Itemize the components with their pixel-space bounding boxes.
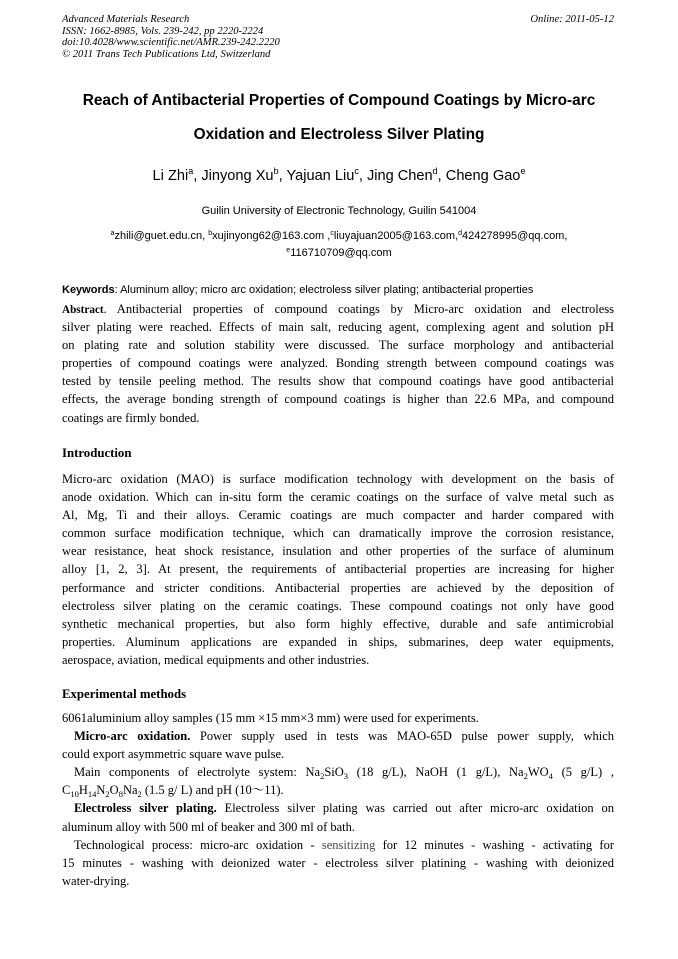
email-link[interactable]: liuyajuan2005@163.com, xyxy=(333,230,459,242)
paragraph-line: aerospace, aviation, medical equipments and other industries. xyxy=(62,652,370,667)
mao-label: Micro-arc oxidation. xyxy=(74,729,191,744)
paragraph-line: synthetic mechanical properties, but also form highly effective, durable and safe antimicrobial xyxy=(62,616,614,631)
abstract-line: silver plating were reached. Effects of main salt, reducing agent, complexing agent and solution pH xyxy=(62,320,614,335)
abstract xyxy=(62,300,614,427)
issn-line: ISSN: 1662-8985, Vols. 239-242, pp 2220-2224 xyxy=(62,25,264,37)
paragraph-line: electroless silver plating on the ceramic coatings. These compound coatings not only have good xyxy=(62,598,614,613)
keywords-text: : Aluminum alloy; micro arc oxidation; electroless silver plating; antibacterial properties xyxy=(114,284,534,296)
mao-line: Micro-arc oxidation. Power supply used in tests was MAO-65D pulse power supply, which xyxy=(74,729,614,744)
email-line-2: $^e$116710709@qq.com xyxy=(286,247,392,259)
journal-header xyxy=(62,14,616,60)
abstract-line: effects, the average bonding strength of compound coatings is higher than 22.6 MPa, and compound xyxy=(62,392,614,407)
samples-line: 6061aluminium alloy samples (15 mm ×15 mm×3 mm) were used for experiments. xyxy=(62,711,479,725)
online-date: Online: 2011-05-12 xyxy=(530,14,614,25)
mao-line: could export asymmetric square wave pulse. xyxy=(62,747,285,762)
author: Li Zhi$^a$, xyxy=(152,166,202,184)
paragraph-line: Micro-arc oxidation (MAO) is surface modification technology with development on the basis of xyxy=(62,472,614,486)
paragraph-line: properties. Aluminum applications are expanded in ships, submarines, deep water equipments, xyxy=(62,634,614,649)
author: Yajuan Liu$^c$, xyxy=(286,166,367,184)
process-line: water-drying. xyxy=(62,873,130,888)
silver-line: Electroless silver plating. Electroless silver plating was carried out after micro-arc oxidation on xyxy=(74,801,614,816)
abstract-line: on plating rate and solution stability were discussed. The surface morphology and antibacterial xyxy=(62,338,614,353)
email-link[interactable]: xujinyong62@163.com , xyxy=(212,230,331,242)
abstract-line: Abstract. Antibacterial properties of compound coatings by Micro-arc oxidation and electroless xyxy=(62,302,614,316)
process-line: 15 minutes - washing with deionized water - electroless silver platining - washing with deionized xyxy=(62,855,614,870)
paragraph-line: performance and stricter conditions. Antibacterial properties are achieved by the deposition of xyxy=(62,580,614,595)
section-heading-introduction: Introduction xyxy=(62,446,132,460)
email-link[interactable]: 116710709@qq.com xyxy=(290,247,392,259)
email-link[interactable]: 424278995@qq.com, xyxy=(462,230,568,242)
affiliation: Guilin University of Electronic Technology, Guilin 541004 xyxy=(201,205,477,217)
methods-body xyxy=(62,709,614,890)
electrolyte-line: Main components of electrolyte system: $Na_2SiO_3$ (18 g/L), NaOH (1 g/L), $Na_2WO_4$ (5 g/L) , xyxy=(74,765,614,782)
copyright-line: © 2011 Trans Tech Publications Ltd, Switzerland xyxy=(62,48,271,60)
journal-name: Advanced Materials Research xyxy=(62,14,190,25)
author: Jinyong Xu$^b$, xyxy=(201,166,287,184)
silver-line: aluminum alloy with 500 ml of beaker and 300 ml of bath. xyxy=(62,819,355,834)
paragraph-line: anode oxidation. Which can in-situ form the ceramic coatings on the surface of valve metal such as xyxy=(62,490,614,505)
paragraph-line: wear resistance, heat shock resistance, insulation and other properties of the surface of aluminum xyxy=(62,544,614,559)
sensitizing-term: sensitizing xyxy=(321,837,376,852)
introduction-paragraph xyxy=(62,470,614,669)
abstract-label: Abstract xyxy=(62,304,104,316)
email-link[interactable]: zhili@guet.edu.cn, xyxy=(114,230,209,242)
paragraph-line: alloy [1, 2, 3]. At present, the requirements of antibacterial properties are increasing for higher xyxy=(62,562,614,577)
abstract-line: properties of compound coatings were analyzed. Bonding strength between compound coatings was xyxy=(62,356,614,371)
author: Cheng Gao$^e$ xyxy=(445,166,526,184)
email-line-1: $^a$zhili@guet.edu.cn, $^b$xujinyong62@163.com ,$^c$liuyajuan2005@163.com,$^d$424278995@qq.com, xyxy=(110,230,568,242)
paper-title-line-1: Reach of Antibacterial Properties of Compound Coatings by Micro-arc xyxy=(82,92,596,109)
paragraph-line: Al, Mg, Ti and their alloys. Ceramic coatings are much compacter and harder compared with xyxy=(62,508,614,523)
electrolyte-line: $C_{10}H_{14}N_2O_8Na_2$ (1.5 g/ L) and pH (10～11). xyxy=(62,783,284,800)
keywords-label: Keywords xyxy=(62,284,115,296)
process-line: Technological process: micro-arc oxidation - sensitizing for 12 minutes - washing - activating for xyxy=(74,837,614,852)
paragraph-line: common surface modification technique, which can dramatically improve the corrosion resistance, xyxy=(62,526,614,541)
author-list xyxy=(40,166,638,186)
author: Jing Chen$^d$, xyxy=(366,166,446,184)
abstract-line: coatings are firmly bonded. xyxy=(62,410,200,425)
keywords xyxy=(62,283,618,297)
doi-line: doi:10.4028/www.scientific.net/AMR.239-242.2220 xyxy=(62,37,280,49)
silver-label: Electroless silver plating. xyxy=(74,801,217,816)
section-heading-experimental-methods: Experimental methods xyxy=(62,687,187,701)
abstract-line: tested by tensile peeling method. The results show that compound coatings have good antibacterial xyxy=(62,374,614,389)
paper-title-line-2: Oxidation and Electroless Silver Plating xyxy=(193,126,485,143)
